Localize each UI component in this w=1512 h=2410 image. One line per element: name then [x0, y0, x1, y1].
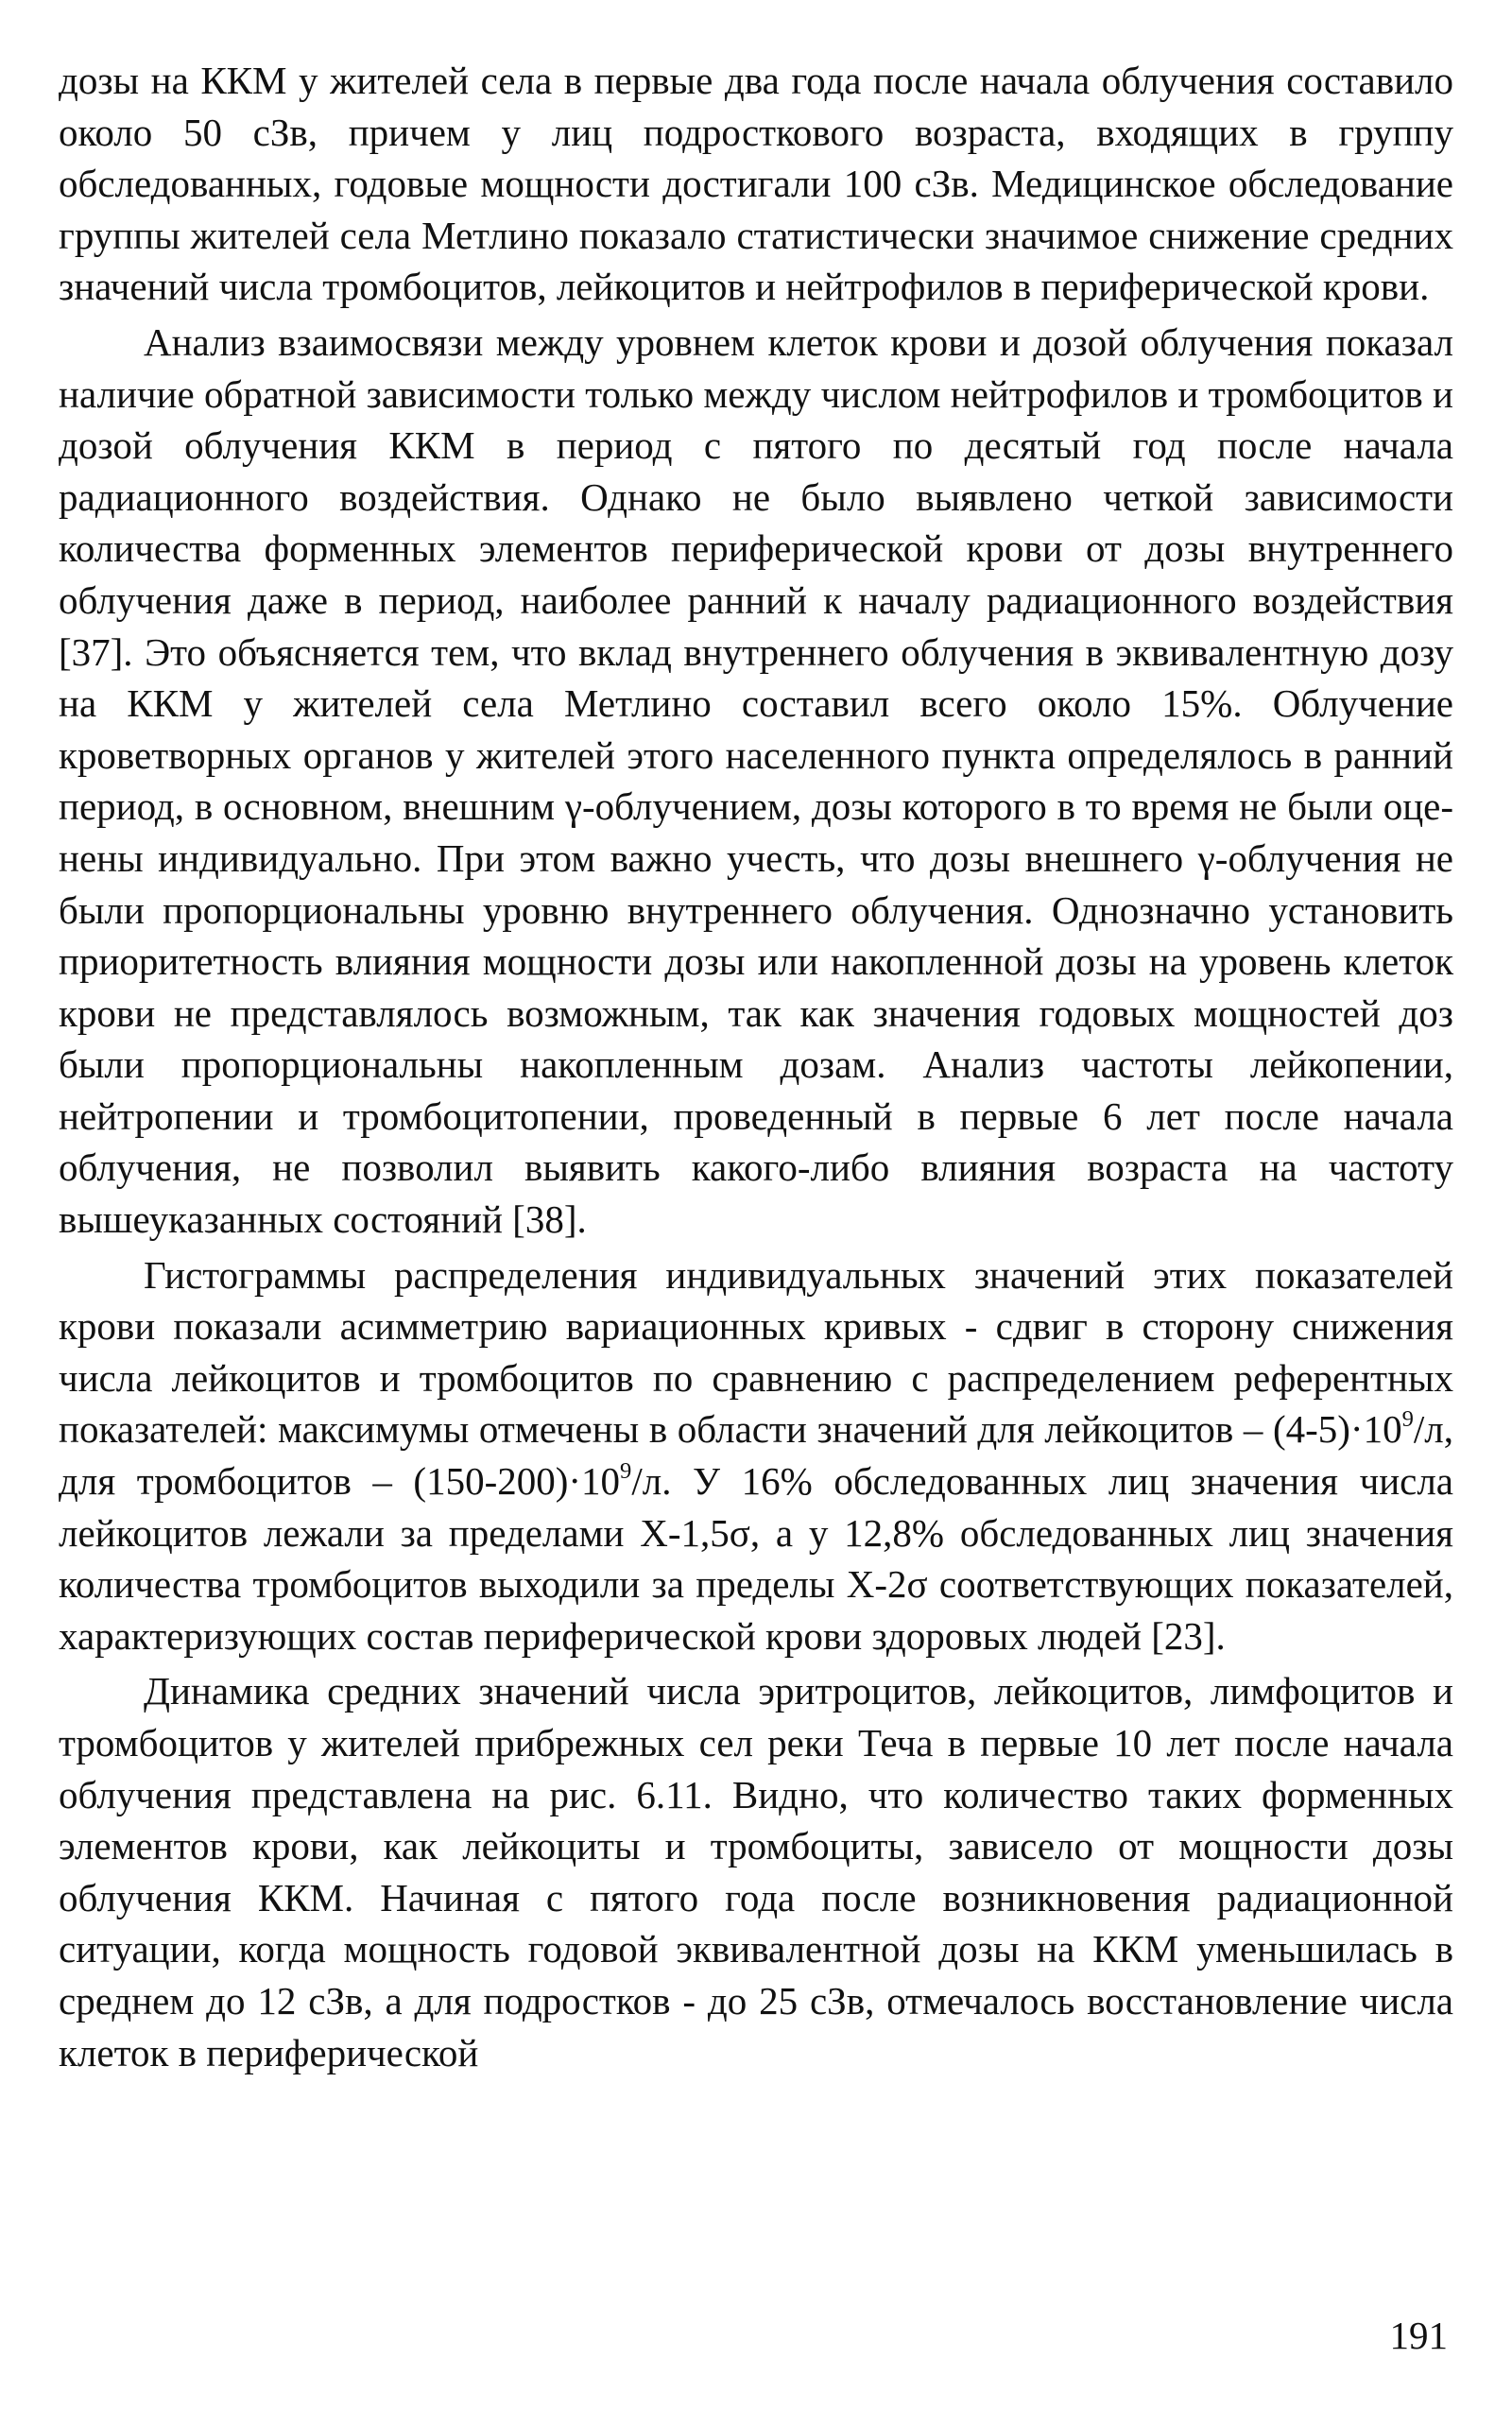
- paragraph-2: [59, 317, 1453, 1246]
- paragraph-4: [59, 1665, 1453, 2078]
- exponent-platelets: 9: [620, 1457, 632, 1484]
- paragraph-3: [59, 1249, 1453, 1662]
- paragraph-4-text: Динамика средних значений числа эритроцитов, лейкоцитов, лимфоцитов и тромбоцитов у жителей прибрежных сел реки Теча в первые 10 лет после начала облучения представлена на рис. 6.11. Видно, что количество таких форменных элементов крови, как лейкоциты и тромбоциты, зависело от мощности дозы облучения ККМ. Начиная с пятого года после возникновения радиационной ситуации, когда мощность годовой эквивалентной дозы на ККМ уменьшилась в среднем до 12 сЗв, а для подростков - до 25 сЗв, отмечалось восстановление числа клеток в периферической: [59, 1669, 1453, 2074]
- paragraph-3-text-c: /л. У 16% обследованных лиц значения числа лейкоцитов лежали за пределами X-1,5σ, а у 12,8% обследованных лиц значения количества тромбоцитов выходили за пределы X-2σ соответствующих показателей, характеризующих состав периферической крови здоровых людей [23].: [59, 1459, 1453, 1658]
- exponent-leukocytes: 9: [1401, 1406, 1414, 1433]
- paragraph-1-text: дозы на ККМ у жителей села в первые два года после начала облучения составило около 50 сЗв, причем у лиц подросткового возраста, входящих в группу обследованных, годовые мощности достигали 100 сЗв. Медицинское обследование группы жителей села Метлино показало статистически значимое снижение средних значений числа тромбоцитов, лейкоцитов и нейтрофилов в периферической крови.: [59, 59, 1453, 309]
- paragraph-1: [59, 55, 1453, 313]
- page-number: 191: [1389, 2314, 1448, 2357]
- paragraph-3-text-a: Гистограммы распределения индивидуальных значений этих показателей крови показали асимметрию вариационных кривых - сдвиг в сторону снижения числа лейкоцитов и тромбоцитов по сравнению с распределением референтных показателей: максимумы отмечены в области значений для лейкоцитов – (4-5)·10: [59, 1252, 1453, 1452]
- paragraph-2-text: Анализ взаимосвязи между уровнем клеток крови и дозой облучения показал наличие обратной зависимости только между числом нейтрофилов и тромбоцитов и дозой облучения ККМ в период с пятого по десятый год после начала радиационного воздействия. Однако не было выявлено четкой зависимости количества форменных элементов периферической крови от дозы внутреннего облучения даже в период, наиболее ранний к началу радиационного воздействия [37]. Это объясняется тем, что вклад внутреннего облучения в эквивалентную дозу на ККМ у жителей села Метлино составил всего около 15%. Облучение кроветворных органов у жителей этого населенного пункта определялось в ранний период, в основном, внешним γ-облучением, дозы которого в то время не были оценены индивидуально. При этом важно учесть, что дозы внешнего γ-облучения не были пропорциональны уровню внутреннего облучения. Однозначно установить приоритетность влияния мощности дозы или накопленной дозы на уровень клеток крови не представлялось возможным, так как значения годовых мощностей доз были пропорциональны накопленным дозам. Анализ частоты лейкопении, нейтропении и тромбоцитопении, проведенный в первые 6 лет после начала облучения, не позволил выявить какого-либо влияния возраста на частоту вышеуказанных состояний [38].: [59, 319, 1453, 1242]
- body-text: [59, 55, 1453, 2078]
- paragraph-3-text-b: /л, для тромбоцитов – (150-200)·10: [59, 1407, 1453, 1504]
